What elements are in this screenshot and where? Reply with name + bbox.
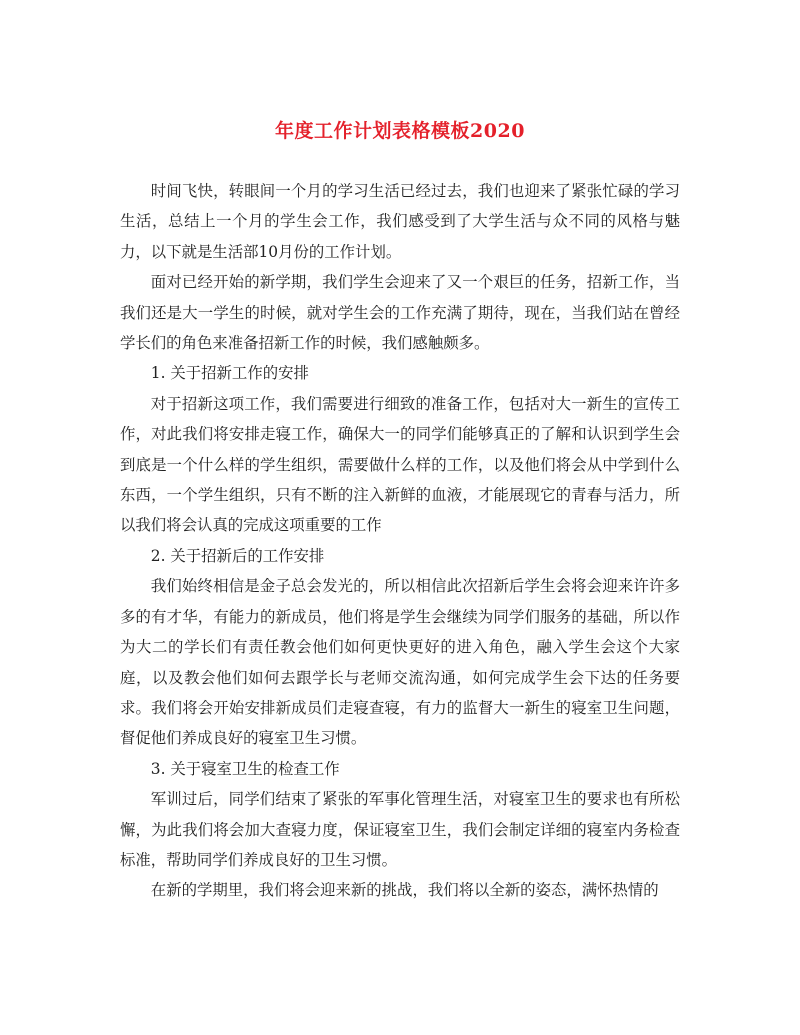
section-heading-post-recruitment: 2. 关于招新后的工作安排	[150, 546, 325, 565]
paragraph-recruitment: 对于招新这项工作，我们需要进行细致的准备工作，包括对大一新生的宣传工作，对此我们将安排走寝工作，确保大一的同学们能够真正的了解和认识到学生会到底是一个什么样的学生组织，需要做什么样的工作，以及他们将会从中学到什么东西，一个学生组织，只有不断的注入新鲜的血液，才能展现它的青春与活力，所以我们将会认真的完成这项重要的工作	[120, 394, 680, 535]
paragraph-closing: 在新的学期里，我们将会迎来新的挑战，我们将以全新的姿态，满怀热情的	[150, 881, 659, 900]
document-title: 年度工作计划表格模板2020	[275, 120, 525, 142]
document-body	[120, 176, 680, 906]
paragraph-post-recruitment: 我们始终相信是金子总会发光的，所以相信此次招新后学生会将会迎来许许多多的有才华，有能力的新成员，他们将是学生会继续为同学们服务的基础，所以作为大二的学长们有责任教会他们如何更快更好的进入角色，融入学生会这个大家庭，以及教会他们如何去跟学长与老师交流沟通，如何完成学生会下达的任务要求。我们将会开始安排新成员们走寝查寝，有力的监督大一新生的寝室卫生问题，督促他们养成良好的寝室卫生习惯。	[120, 577, 680, 748]
section-heading-recruitment: 1. 关于招新工作的安排	[150, 364, 309, 383]
paragraph-new-semester: 面对已经开始的新学期，我们学生会迎来了又一个艰巨的任务，招新工作，当我们还是大一学生的时候，就对学生会的工作充满了期待，现在，当我们站在曾经学长们的角色来准备招新工作的时候，我们感触颇多。	[120, 273, 680, 353]
section-heading-dorm-inspection: 3. 关于寝室卫生的检查工作	[150, 759, 340, 778]
paragraph-intro: 时间飞快，转眼间一个月的学习生活已经过去，我们也迎来了紧张忙碌的学习生活，总结上一个月的学生会工作，我们感受到了大学生活与众不同的风格与魅力，以下就是生活部10月份的工作计划。	[120, 182, 680, 261]
paragraph-dorm-inspection: 军训过后，同学们结束了紧张的军事化管理生活，对寝室卫生的要求也有所松懈，为此我们将会加大查寝力度，保证寝室卫生，我们会制定详细的寝室内务检查标准，帮助同学们养成良好的卫生习惯。	[120, 790, 680, 869]
